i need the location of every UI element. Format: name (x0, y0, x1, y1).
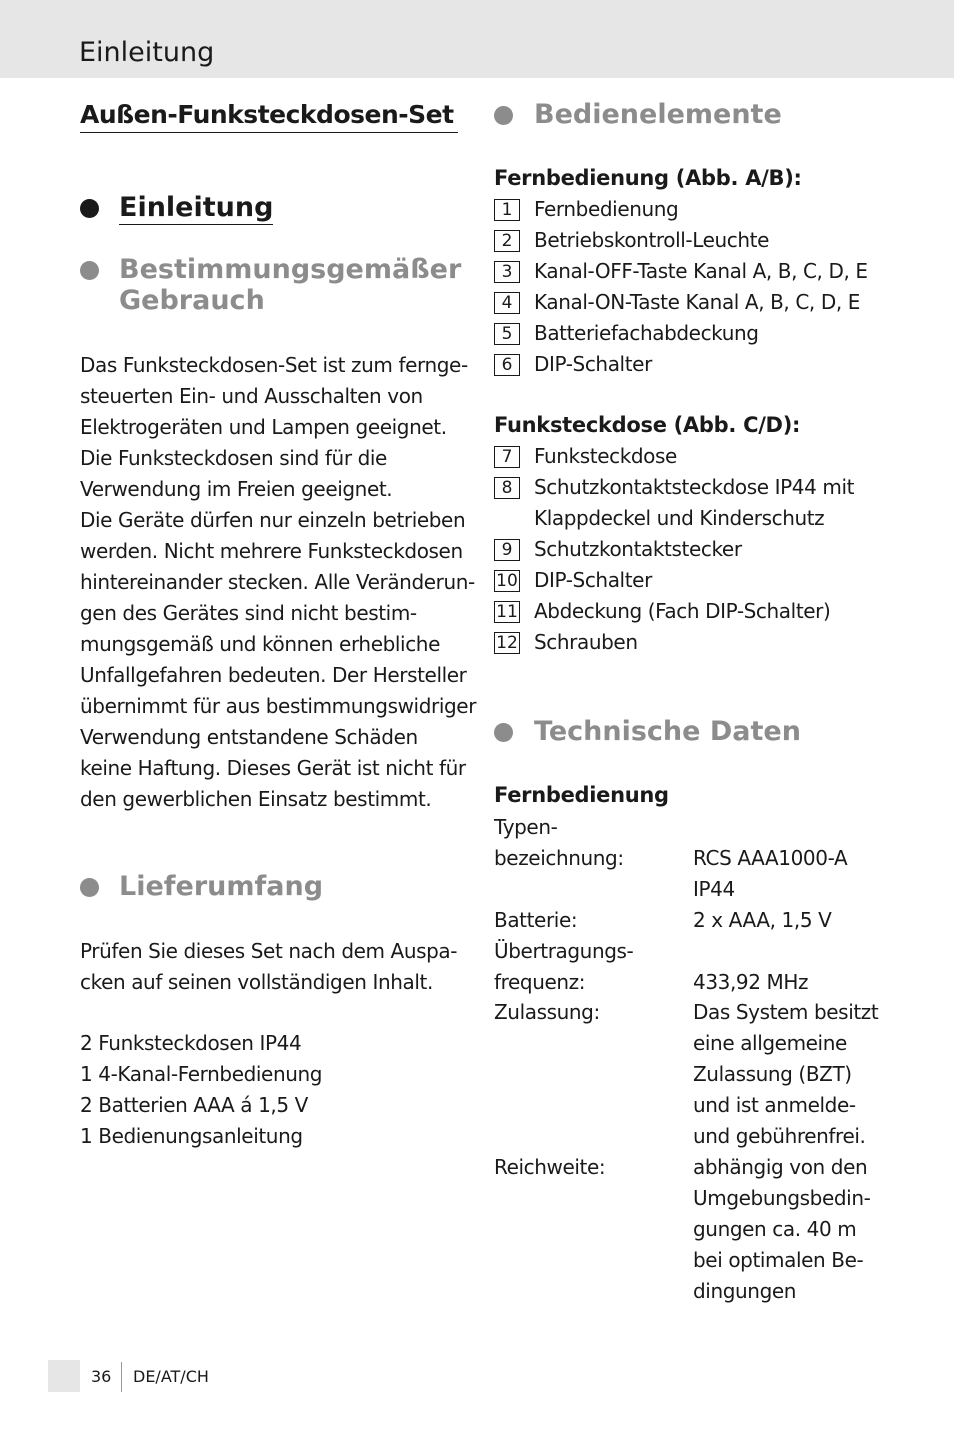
item-label: Schrauben (534, 630, 638, 654)
text-line: dingungen (693, 1279, 797, 1303)
section-bullet (494, 723, 513, 742)
list-item: 1 4-Kanal-Fernbedienung (80, 1062, 323, 1086)
text-line: eine allgemeine (693, 1031, 847, 1055)
lieferumfang-intro (80, 936, 457, 998)
text-line: hintereinander stecken. Alle Veränderun- (80, 570, 475, 594)
remote-heading: Fernbedienung (Abb. A/B): (494, 166, 802, 190)
item-label: Abdeckung (Fach DIP-Schalter) (534, 599, 831, 623)
text-line: Das Funksteckdosen-Set ist zum fernge- (80, 353, 468, 377)
item-number-box: 2 (494, 230, 520, 252)
list-item: 1 Bedienungsanleitung (80, 1124, 303, 1148)
text-line: cken auf seinen vollständigen Inhalt. (80, 970, 433, 994)
item-number-box: 7 (494, 446, 520, 468)
socket-heading: Funksteckdose (Abb. C/D): (494, 413, 801, 437)
text-line: RCS AAA1000-A (693, 846, 848, 870)
text-line: Übertragungs- (494, 939, 634, 963)
item-label: Funksteckdose (534, 444, 677, 468)
item-label-continuation: Klappdeckel und Kinderschutz (534, 506, 825, 530)
text-line: Die Funksteckdosen sind für die (80, 446, 387, 470)
text-line: Umgebungsbedin- (693, 1186, 871, 1210)
spec-label-typ (494, 812, 624, 874)
list-item (494, 472, 855, 503)
spec-value-reichweite (693, 1152, 870, 1307)
section-bullet (80, 878, 99, 897)
section-bullet (494, 106, 513, 125)
page-header-title: Einleitung (79, 37, 215, 68)
item-number-box: 9 (494, 539, 520, 561)
text-line: Die Geräte dürfen nur einzeln betrieben (80, 508, 466, 532)
list-item (494, 225, 770, 256)
document-title: Außen-Funksteckdosen-Set (80, 99, 458, 133)
section-heading-lieferumfang: Lieferumfang (119, 871, 324, 902)
list-item (494, 349, 652, 380)
item-label: Schutzkontaktsteckdose IP44 mit (534, 475, 855, 499)
text-line: bezeichnung: (494, 846, 624, 870)
text-line: gen des Gerätes sind nicht bestim- (80, 601, 417, 625)
text-line: IP44 (693, 877, 735, 901)
spec-label-batterie: Batterie: (494, 908, 578, 932)
spec-label-frequenz (494, 936, 633, 998)
section-heading-gebrauch-line1: Bestimmungsgemäßer (119, 254, 462, 285)
item-number-box: 8 (494, 477, 520, 499)
section-heading-gebrauch-line2: Gebrauch (119, 285, 265, 316)
list-item (494, 287, 860, 318)
item-label: Betriebskontroll-Leuchte (534, 228, 770, 252)
text-line: und ist anmelde- (693, 1093, 856, 1117)
text-line: steuerten Ein- und Ausschalten von (80, 384, 423, 408)
text-line: den gewerblichen Einsatz bestimmt. (80, 787, 432, 811)
section-heading-text: Einleitung (119, 192, 274, 223)
section-heading-einleitung (119, 192, 273, 224)
spec-value-frequenz: 433,92 MHz (693, 970, 809, 994)
text-line: Elektrogeräten und Lampen geeignet. (80, 415, 447, 439)
spec-label-reichweite: Reichweite: (494, 1155, 606, 1179)
item-label: Schutzkontaktstecker (534, 537, 742, 561)
item-number-box: 12 (494, 632, 520, 654)
text-line: Verwendung entstandene Schäden (80, 725, 418, 749)
text-line: Zulassung (BZT) (693, 1062, 852, 1086)
text-line: abhängig von den (693, 1155, 868, 1179)
text-line: gungen ca. 40 m (693, 1217, 857, 1241)
list-item: 2 Funksteckdosen IP44 (80, 1031, 302, 1055)
section-heading-technische-daten: Technische Daten (534, 716, 801, 747)
list-item (494, 565, 652, 596)
tech-heading: Fernbedienung (494, 783, 669, 807)
text-line: frequenz: (494, 970, 586, 994)
item-number-box: 1 (494, 199, 520, 221)
spec-value-zulassung (693, 997, 878, 1152)
item-label: Fernbedienung (534, 197, 679, 221)
item-number-box: 4 (494, 292, 520, 314)
list-item (494, 596, 831, 627)
list-item (494, 441, 677, 472)
text-line: übernimmt für aus bestimmungswidriger (80, 694, 477, 718)
item-number-box: 6 (494, 354, 520, 376)
text-line: Verwendung im Freien geeignet. (80, 477, 393, 501)
footer-divider (121, 1362, 122, 1392)
text-line: keine Haftung. Dieses Gerät ist nicht für (80, 756, 466, 780)
page-number: 36 (91, 1367, 112, 1386)
text-line: und gebührenfrei. (693, 1124, 866, 1148)
item-label: Kanal-ON-Taste Kanal A, B, C, D, E (534, 290, 860, 314)
text-line: Das System besitzt (693, 1000, 879, 1024)
item-label: DIP-Schalter (534, 568, 652, 592)
text-line: Unfallgefahren bedeuten. Der Hersteller (80, 663, 467, 687)
text-line: Prüfen Sie dieses Set nach dem Auspa- (80, 939, 458, 963)
spec-value-typ (693, 843, 847, 905)
text-line: bei optimalen Be- (693, 1248, 864, 1272)
footer-marker-box (48, 1360, 80, 1392)
section-bullet (80, 199, 99, 218)
item-number-box: 11 (494, 601, 520, 623)
section-heading-bedienelemente: Bedienelemente (534, 99, 782, 130)
list-item (494, 318, 759, 349)
item-label: Kanal-OFF-Taste Kanal A, B, C, D, E (534, 259, 868, 283)
text-line: mungsgemäß und können erhebliche (80, 632, 440, 656)
section-bullet (80, 261, 99, 280)
item-label: Batteriefachabdeckung (534, 321, 759, 345)
item-number-box: 3 (494, 261, 520, 283)
text-line: Typen- (494, 815, 558, 839)
text-line: werden. Nicht mehrere Funksteckdosen (80, 539, 463, 563)
gebrauch-paragraph (80, 350, 476, 815)
list-item (494, 627, 638, 658)
item-number-box: 10 (494, 570, 520, 592)
list-item (494, 534, 742, 565)
list-item (494, 194, 679, 225)
list-item: 2 Batterien AAA á 1,5 V (80, 1093, 308, 1117)
spec-value-batterie: 2 x AAA, 1,5 V (693, 908, 832, 932)
item-label: DIP-Schalter (534, 352, 652, 376)
list-item (494, 256, 868, 287)
lieferumfang-list (80, 1028, 322, 1152)
item-number-box: 5 (494, 323, 520, 345)
spec-label-zulassung: Zulassung: (494, 1000, 600, 1024)
footer-locale: DE/AT/CH (133, 1367, 209, 1386)
